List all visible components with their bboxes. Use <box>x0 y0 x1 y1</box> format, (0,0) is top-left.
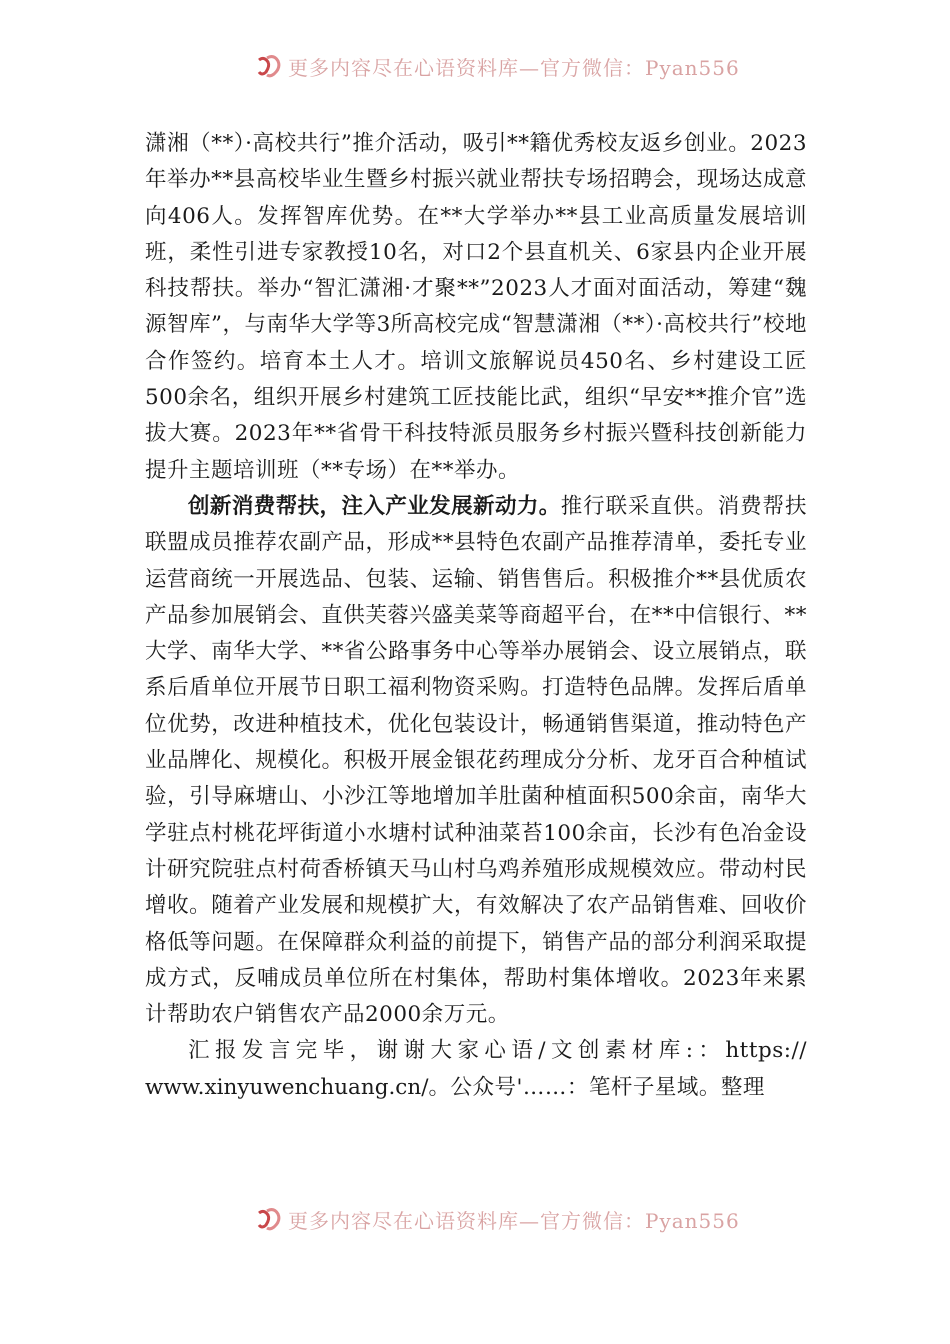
document-body <box>145 126 807 1106</box>
paragraph-talent-text: 潇湘（**）·高校共行”推介活动，吸引**籍优秀校友返乡创业。2023年举办**县高校毕业生暨乡村振兴就业帮扶专场招聘会，现场达成意向406人。发挥智库优势。在**大学举办**县工业高质量发展培训班，柔性引进专家教授10名，对口2个县直机关、6家县内企业开展科技帮扶。举办“智汇潇湘·才聚**”2023人才面对面活动，筹建“魏源智库”，与南华大学等3所高校完成“智慧潇湘（**）·高校共行”校地合作签约。培育本土人才。培训文旅解说员450名、乡村建设工匠500余名，组织开展乡村建筑工匠技能比武，组织“早安**推介官”选拔大赛。2023年**省骨干科技特派员服务乡村振兴暨科技创新能力提升主题培训班（**专场）在**举办。 <box>145 131 807 483</box>
logo-icon <box>256 1207 284 1233</box>
footer-watermark-banner <box>0 1205 950 1239</box>
closing-text: 汇报发言完毕，谢谢大家心语/文创素材库:：https:// <box>188 1038 807 1064</box>
website-url: www.xinyuwenchuang.cn/ <box>145 1074 429 1100</box>
header-watermark-banner <box>0 52 950 86</box>
header-watermark-text: 更多内容尽在心语资料库—官方微信：Pyan556 <box>288 56 740 80</box>
footer-watermark-text: 更多内容尽在心语资料库—官方微信：Pyan556 <box>288 1209 740 1233</box>
paragraph-closing <box>145 1033 807 1106</box>
section-heading: 创新消费帮扶，注入产业发展新动力。 <box>188 493 561 519</box>
logo-icon <box>256 54 284 80</box>
closing-tail: 。公众号'……：笔杆子星域。整理 <box>428 1074 765 1100</box>
paragraph-talent <box>145 126 807 489</box>
paragraph-consumption-text: 推行联采直供。消费帮扶联盟成员推荐农副产品，形成**县特色农副产品推荐清单，委托专业运营商统一开展选品、包装、运输、销售售后。积极推介**县优质农产品参加展销会、直供芙蓉兴盛美菜等商超平台，在**中信银行、**大学、南华大学、**省公路事务中心等举办展销会、设立展销点，联系后盾单位开展节日职工福利物资采购。打造特色品牌。发挥后盾单位优势，改进种植技术，优化包装设计，畅通销售渠道，推动特色产业品牌化、规模化。积极开展金银花药理成分分析、龙牙百合种植试验，引导麻塘山、小沙江等地增加羊肚菌种植面积500余亩，南华大学驻点村桃花坪街道小水塘村试种油菜苔100余亩，长沙有色冶金设计研究院驻点村荷香桥镇天马山村乌鸡养殖形成规模效应。带动村民增收。随着产业发展和规模扩大，有效解决了农产品销售难、回收价格低等问题。在保障群众利益的前提下，销售产品的部分利润采取提成方式，反哺成员单位所在村集体，帮助村集体增收。2023年来累计帮助农户销售农产品2000余万元。 <box>145 493 807 1028</box>
paragraph-consumption <box>145 489 807 1033</box>
